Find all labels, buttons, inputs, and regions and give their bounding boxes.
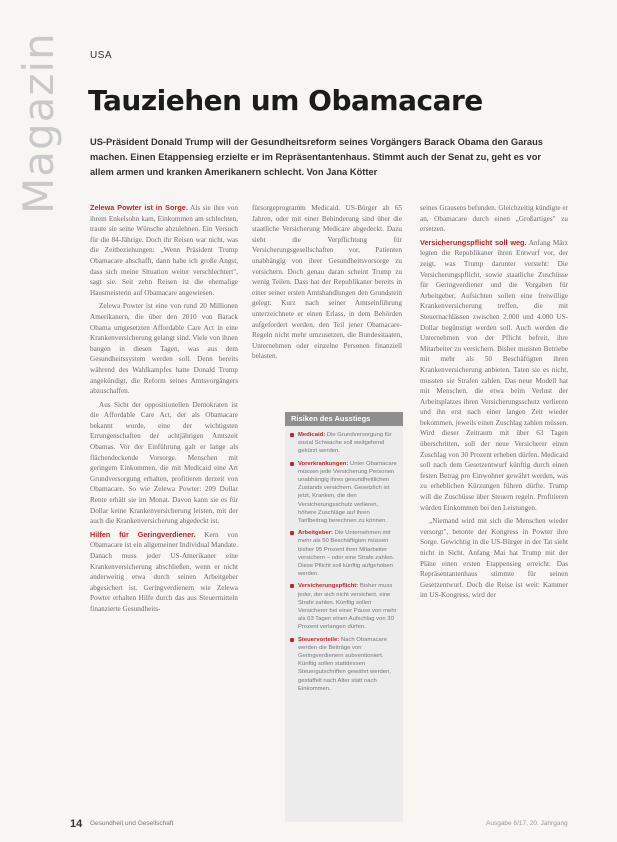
paragraph: seines Grausens befunden. Gleichzeitig kündigte er an, Obamacare durch einen „Großartiges" zu ersetzen. <box>420 204 568 234</box>
page-footer <box>0 818 617 834</box>
info-box-list <box>285 431 403 693</box>
bullet-icon <box>290 531 294 535</box>
paragraph <box>90 530 238 615</box>
list-item-text: Nach Obamacare werden die Beiträge von Geringverdienern subventioniert. Künftig sollen stattdessen Steuergutschriften gewährt werden, gestaffelt nach Alter statt nach Einkommen. <box>298 636 391 692</box>
list-item <box>290 529 398 578</box>
subheading: Versicherungspflicht soll weg. <box>420 237 527 247</box>
list-item <box>290 460 398 526</box>
subheading: Zelewa Powter ist in Sorge. <box>90 203 188 212</box>
list-item-key: Arbeitgeber: <box>298 530 334 537</box>
list-item-text: Die Unternehmen mit mehr als 50 Beschäftigten müssen bisher 95 Prozent ihrer Mitarbeiter versichern – oder eine Strafe zahlen. Diese Pflicht soll künftig aufgehoben werden. <box>298 530 395 578</box>
list-item-text: Die Grundversorgung für sozial Schwache soll weitgehend gekürzt werden. <box>298 432 392 455</box>
article-column-1 <box>90 203 238 823</box>
list-item-text: Bisher muss jeder, der sich nicht versichert, eine Strafe zahlen. Künftig sollen Versicherer bei einer Pause von mehr als 63 Tagen einen Aufschlag von 30 Prozent verlangen dürfen. <box>298 583 397 631</box>
page-number: 14 <box>70 818 83 830</box>
subheading: Hilfen für Geringverdiener. <box>90 529 196 539</box>
magazine-section-label: Magazin <box>14 32 63 214</box>
list-item <box>290 431 398 456</box>
paragraph: fürsorgeprogramm Medicaid. US-Bürger ab 65 Jahren, oder mit einer Behinderung sind über die staatliche Versicherung Medicare abgedeckt. Dazu sieht die Verpflichtung für Versicherungsgesellschaften vor, Patienten unabhängig von ihrer Gesundheitsvorsorge zu versichern. Doch genau daran scheint Trump zu wenig Teilen. Dass hat der Republikaner bereits in einer seiner ersten Amtshandlungen den Grundstein gelegt: Kurz nach seiner Amtseinführung unterzeichnete er einen Erlass, in dem Behörden aufgefordert werden, den Teil jener Obamacare-Regeln nicht mehr umzusetzen, die Bundesstaaten, Unternehmen oder einzelne Personen finanziell belasten. <box>252 204 402 361</box>
list-item-key: Versicherungspflicht: <box>298 583 359 590</box>
kicker: USA <box>90 50 113 61</box>
paragraph <box>420 238 568 513</box>
paragraph-text: Als sie ihre von ihrem Enkelsohn kam, Einkommen am schlechten, traute sie seine Wünsche abzulehnen. Ein Versuch für die 84-Jährige. Doch ihr Reisen war nicht, was die Zeitbeziehungen: „Wenn Präsident Trump Obamacare abschafft, dann habe ich große Angst, dass sich meine Situation weiter verschlechtert", sagt sie. Seit zehn Reisen ist die ehemalige Hausmeisterin auf Obamacare angewiesen. <box>90 204 238 297</box>
lead-paragraph: US-Präsident Donald Trump will der Gesundheitsreform seines Vorgängers Barack Obama den Garaus machen. Einen Etappensieg erzielte er im Repräsentantenhaus. Stimmt auch der Senat zu, geht es vor allem armen und kranken Amerikanern schlecht. Von Jana Kötter <box>90 137 543 177</box>
paragraph-text: Anfang März legten die Republikaner ihren Entwurf vor, der zeigt, was Trump darunter versteht: Die Versicherungspflicht, sowie staatliche Zuschüsse für Geringverdiener und die Vorgaben für Arbeitgeber, Aufsichten sollen eine freiwillige Krankenversicherung treffen, die mit Steuernachlässen zwischen 2.000 und 4.000 US-Dollar begünstigt werden soll. Auch werden die Unternehmen von der Pflicht befreit, ihre Mitarbeiter zu versichern. Bisher mussten Betriebe mit mehr als 50 Beschäftigten ihren Krankenversicherung anbieten. Taten sie es nicht, mussten sie Strafen zahlen. Das neue Modell hat mit Menschen, die etwa beim Verlust der Arbeitsplatzes ihren Versicherungsschutz verlieren und ihn erst nach einer langen Zeit wieder bekommen, jeweils einen Zuschlag zahlen müssen. Wird dieser Zeitraum mit über 63 Tagen überschritten, soll der neue Versicherer einen Zuschlag von 30 Prozent erheben dürfen. Medicaid soll nach dem Gesetzentwurf künftig durch einen festen Betrag pro Einwohner gewährt werden, was zu erheblichen Kürzungen führen dürfte. Trump will die Zuschüsse über Steuern regeln. Profitieren würden Einkommen bei den Leistungen. <box>420 238 568 512</box>
list-item-text: Unter Obamacare müssen jede Versicherung Personen unabhängig ihres gesundheitlichen Zustands versichern. Gesetzlich ist jetzt, Kranken, die den Versicherungsschutz verlieren, höhere Zuschläge auf ihren Tarifbeitrag berechnen zu können. <box>298 460 397 525</box>
list-item <box>290 582 398 631</box>
paragraph: Zelewa Powter ist eine von rund 20 Millionen Amerikanern, die über den 2010 von Barack Obama umgesetzten Affordable Care Act in eine Krankenversicherung gelangt sind. Viele von ihnen bangen in diesen Tagen, was aus dem Gesundheitssystem werden soll. Denn bereits während des Wahlkampfes hatte Donald Trump angekündigt, die Reform seines Amtsvorgängers abzuschaffen. <box>90 302 238 396</box>
bullet-icon <box>290 638 294 642</box>
article-column-2 <box>252 203 402 393</box>
headline: Tauziehen um Obamacare <box>88 84 483 117</box>
article-column-3 <box>420 203 568 823</box>
paragraph: „Niemand wird mit sich die Menschen wieder versorgt", betonte der Kongress in Powter ihre Sorge. Gewichtig in die US-Bürger in der Tat sieht nicht in Sicht. Anfang Mai hat Trump mit der Pläne einen ersten Etappensieg erreicht: Das Repräsentantenhaus stimmte für seinen Gesetzentwurf. Doch die Reise ist weit: Kammer im US-Kongress, wird der <box>420 517 568 600</box>
info-box-title: Risiken des Ausstiegs <box>285 412 403 426</box>
bullet-icon <box>290 462 294 466</box>
paragraph: Aus Sicht der oppositionellen Demokraten ist die Affordable Care Act, der als Obamacare bekannt wurde, eine der wichtigsten Errungenschaften der achtjährigen Amtszeit Obamas. Vor der Einführung galt er lange als flächendeckende Vorsorge. Menschen mit geringem Einkommen, die mit Medicaid eine Art Grundversorgung erhalten, profitieren derzeit von Obamacare. So wie Zelewa Powter: 209 Dollar Rente erhält sie im Monat. Davon kann sie es für Dollar keine Krankenversicherung leisten, mit der auch die Krankenversicherung abgedeckt ist. <box>90 400 238 526</box>
list-item-key: Vorerkrankungen: <box>298 460 349 467</box>
list-item-key: Medicaid: <box>298 432 326 438</box>
paragraph-text: Kern von Obamacare ist ein allgemeiner Individual Mandate. Danach muss jeder US-Amerikaner eine Krankenversicherung abschließen, wenn er nicht anderweitig etwa durch seinen Arbeitgeber abgesichert ist. Geringverdienern wie Zelewa Powter erhalten Hilfe durch das aus Steuermitteln finanzierte Gesundheits- <box>90 530 238 613</box>
paragraph <box>90 203 238 298</box>
list-item <box>290 636 398 693</box>
list-item-key: Steuervorteile: <box>298 636 340 643</box>
footer-issue: Ausgabe 6/17, 20. Jahrgang <box>486 820 568 827</box>
bullet-icon <box>290 584 294 588</box>
footer-section: Gesundheit und Gesellschaft <box>90 820 174 827</box>
info-box <box>285 412 403 822</box>
bullet-icon <box>290 433 294 437</box>
